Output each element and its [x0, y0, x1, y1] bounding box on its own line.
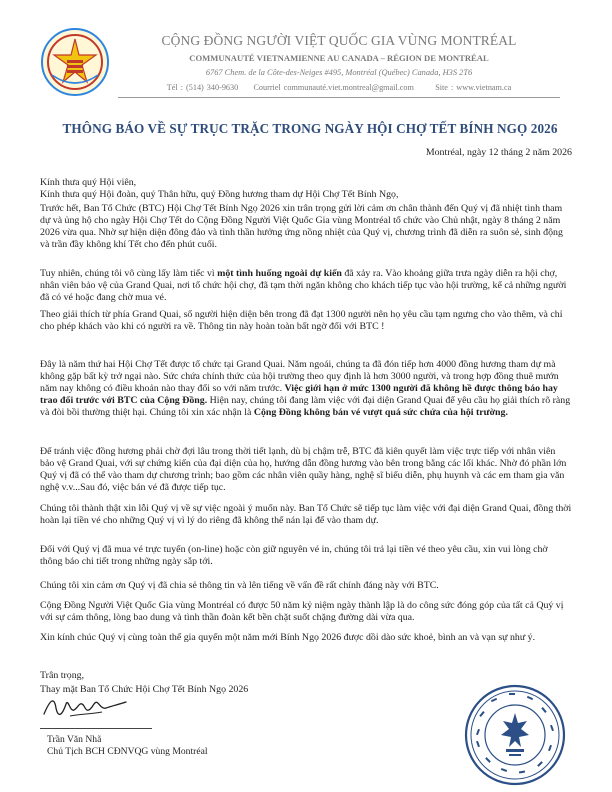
paragraph-actions: Để tránh việc đồng hương phải chờ đợi lâu trong thời tiết lạnh, dù bị chậm trễ, BTC đã kiên quyết làm việc trực tiếp với nhân viên bảo vệ Grand Quai, với sự chứng kiến của đại diện của họ, hướng dẫn đồng hương vào bên trong bằng các lối khác. Nhờ đó phần lớn Quý vị đã có thể vào tham dự chương trình; bao gồm các nhân viên quầy hàng, nghệ sĩ biểu diễn, phụ huynh và các em tham gia văn nghệ v.v...Sau đó, việc bán vé đã được tiếp tục.: [40, 445, 567, 493]
org-contact-line: [118, 83, 560, 92]
signatory-title: Chủ Tịch BCH CĐNVQG vùng Montréal: [47, 746, 208, 757]
paragraph-background: [40, 359, 572, 419]
paragraph-gratitude: Chúng tôi xin cảm ơn Quý vị đã chia sẻ thông tin và lên tiếng về vấn đề rất chính đáng này với BTC.: [40, 579, 439, 591]
paragraph-apology: Chúng tôi thành thật xin lỗi Quý vị về sự việc ngoài ý muốn này. Ban Tổ Chức sẽ tiếp tục làm việc với đại diện Grand Quai, đồng thời hoàn lại tiền vé cho những Quý vị vì lý do riêng đã không thể nán lại để vào tham dự.: [40, 502, 572, 526]
paragraph-thanks: Trước hết, Ban Tổ Chức (BTC) Hội Chợ Tết Bính Ngọ 2026 xin trân trọng gửi lời cảm ơn chân thành đến Quý vị đã nhiệt tình tham dự và ủng hộ cho ngày Hội Chợ Tết do Cộng Đồng Người Việt Quốc Gia vùng Montréal tổ chức vào Chủ nhật, ngày 8 tháng 2 năm 2026 vừa qua. Nhờ sự hiện diện đông đảo và tình thần hưởng ứng nồng nhiệt của Quý vị, chương trình đã diễn ra suôn sẻ, sinh động và trần đầy không khí Tết cho đến phút cuối.: [40, 202, 563, 250]
notice-title: THÔNG BÁO VỀ SỰ TRỤC TRẶC TRONG NGÀY HỘI CHỢ TẾT BÍNH NGỌ 2026: [62, 121, 558, 136]
org-name-fr: COMMUNAUTÉ VIETNAMIENNE AU CANADA – RÉGION DE MONTRÉAL: [189, 53, 489, 63]
header-divider: [118, 97, 560, 98]
org-phone: Tél : (514) 340-9630: [166, 83, 239, 92]
signature-line: [40, 728, 152, 729]
salutation-line-2: Kính thưa quý Hội đoàn, quý Thân hữu, quý Đồng hương tham dự Hội Chợ Tết Bính Ngọ,: [40, 188, 399, 200]
incident-text-a: Tuy nhiên, chúng tôi vô cùng lấy làm tiếc vì: [40, 267, 218, 279]
closing-regards: Trân trọng,: [40, 669, 85, 681]
community-seal-stamp: [463, 683, 567, 787]
signatory-name: Trần Văn Nhã: [47, 734, 102, 745]
paragraph-incident: [40, 268, 572, 304]
background-text-c: Hiện nay, chúng tôi đang làm việc với đại diện Grand Quai để yêu cầu họ giải thích rõ ràng và đòi bồi thường thiệt hại. Chúng tôi xin xác nhận là: [40, 394, 571, 418]
org-website[interactable]: Site : www.vietnam.ca: [435, 83, 512, 92]
paragraph-refund: Đối với Quý vị đã mua vé trực tuyến (on-line) hoặc còn giữ nguyên vé in, chúng tôi trả lại tiền vé theo yêu cầu, xin vui lòng chờ thông báo chi tiết trong những ngày sắp tới.: [40, 543, 548, 567]
letter-date: Montréal, ngày 12 tháng 2 năm 2026: [425, 147, 572, 158]
salutation-line-1: Kính thưa quý Hội viên,: [40, 176, 137, 188]
org-address: 6767 Chem. de la Côte-des-Neiges #495, Montréal (Québec) Canada, H3S 2T6: [205, 68, 473, 77]
paragraph-new-year-wishes: Xin kính chúc Quý vị cùng toàn thể gia quyến một năm mới Bính Ngọ 2026 được dồi dào sức khoẻ, bình an và vạn sự như ý.: [40, 631, 536, 643]
background-emphasis-capacity: Cộng Đồng không bán vé vượt quá sức chứa của hội trường.: [253, 406, 508, 418]
closing-on-behalf: Thay mặt Ban Tổ Chức Hội Chợ Tết Bính Ngọ 2026: [40, 683, 249, 695]
incident-emphasis: một tình huống ngoài dự kiến: [217, 267, 342, 279]
paragraph-explanation: Theo giải thích từ phía Grand Quai, số người hiện diện bên trong đã đạt 1300 người nên họ yêu cầu tạm ngưng cho vào thêm, và chỉ cho phép khách vào khi có người ra về. Thông tin này hoàn toàn bất ngờ đối với BTC !: [40, 308, 563, 332]
org-name-vi: CỘNG ĐỒNG NGƯỜI VIỆT QUỐC GIA VÙNG MONTRÉAL: [161, 33, 517, 48]
handwritten-signature: [40, 690, 130, 724]
background-emphasis-limit: Việc giới hạn ở mức 1300 người đã không hề được thông báo hay trao đổi trước với BTC của Cộng Đồng.: [40, 382, 558, 406]
org-email[interactable]: Courriel communauté.viet.montreal@gmail.com: [253, 83, 414, 92]
paragraph-anniversary: Cộng Đồng Người Việt Quốc Gia vùng Montréal có được 50 năm kỷ niệm ngày thành lập là do công sức đóng góp của tất cả Quý vị với sự cảm thông, lòng bao dung và tình thần đoàn kết bền chặt suốt chặng đường dài vừa qua.: [40, 599, 564, 623]
incident-text-c: đã xảy ra. Vào khoảng giữa trưa ngày diễn ra hội chợ, nhân viên bảo vệ của Grand Quai, nơi tổ chức hội chợ, đã tạm thời ngăn không cho khách tiếp tục vào hội trường, kể cả những người đã có vé hoặc đang chờ mua vé.: [40, 267, 567, 303]
background-text-a: Đây là năm thứ hai Hội Chợ Tết được tổ chức tại Grand Quai. Năm ngoái, chúng ta đã đón tiếp hơn 4000 đồng hương tham dự mà không gặp bất kỳ trở ngại nào. Sức chứa chính thức của hội trường theo quy định là hơn 3000 người, và trong hợp đồng thuê mướn năm nay không có điều khoản nào thay đổi so với năm trước.: [40, 358, 559, 394]
community-logo-icon: [40, 27, 110, 97]
